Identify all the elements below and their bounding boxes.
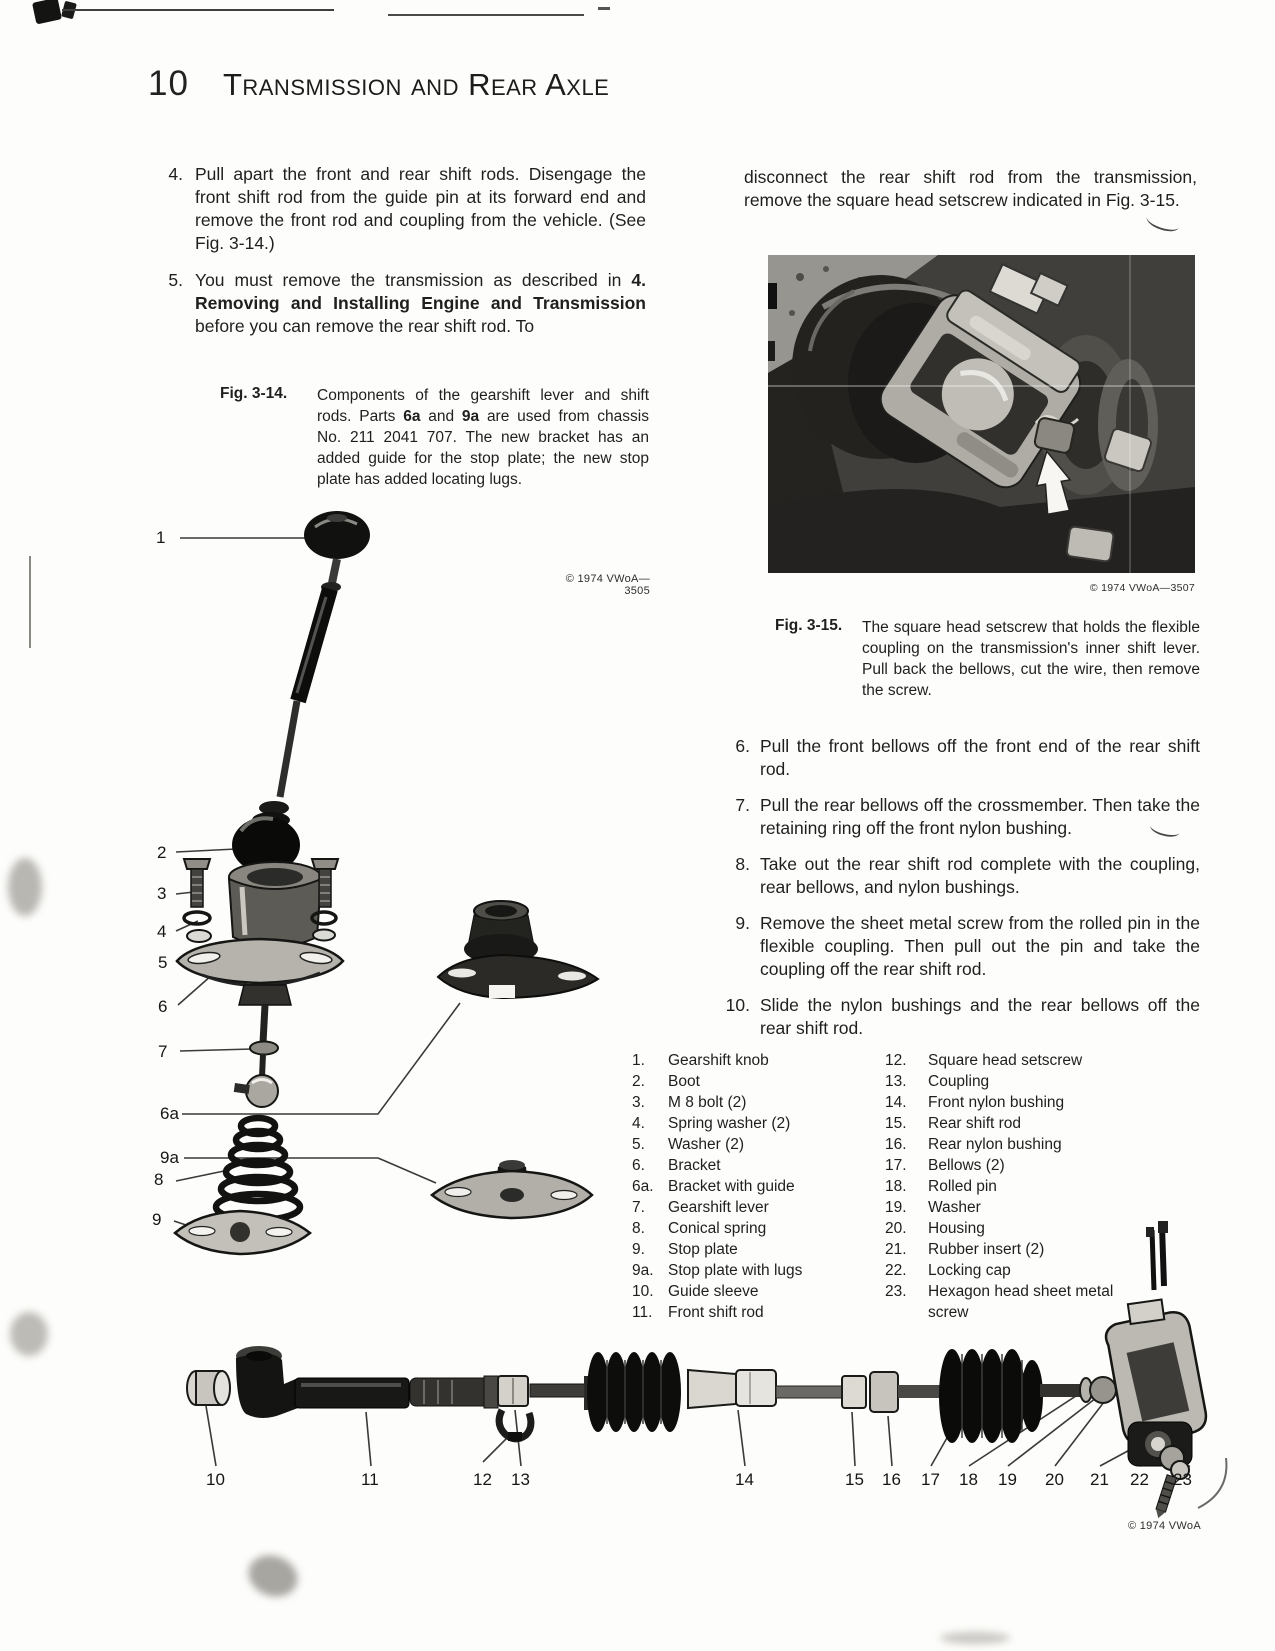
photo-setscrew (1034, 417, 1075, 454)
fig-3-15-label: Fig. 3-15. (775, 617, 843, 634)
right-column-intro: disconnect the rear shift rod from the transmission, remove the square head setscrew indicated in Fig. 3-15. (744, 167, 1197, 210)
bottom-part-label: 13 (511, 1470, 530, 1489)
step-text: Take out the rear shift rod complete with the coupling, rear bellows, and nylon bushings. (760, 854, 1200, 897)
step-text: Pull the front bellows off the front end of the rear shift rod. (760, 736, 1200, 779)
rod-segment (1040, 1384, 1082, 1397)
fig-3-14-drawing (140, 505, 650, 1265)
parts-list-item: 11. Front shift rod (632, 1304, 764, 1321)
fig-3-14-part-label: 6a (160, 1104, 179, 1123)
fig-3-14-part-label: 4 (157, 922, 167, 941)
parts-list-item: 4. Spring washer (2) (632, 1115, 791, 1132)
procedure-step-7 (714, 794, 1204, 840)
bottom-part-label: 16 (882, 1470, 901, 1489)
fig-3-14-part-label: 3 (157, 884, 167, 903)
step-number: 9. (735, 913, 750, 933)
front-bellows-art (584, 1352, 681, 1432)
step-number: 8. (735, 854, 750, 874)
page-curl-mark (1198, 1458, 1226, 1508)
parts-list-item: 5. Washer (2) (632, 1136, 745, 1153)
fig-3-14-part-label: 2 (157, 843, 167, 862)
parts-list-item: 3. M 8 bolt (2) (632, 1094, 747, 1111)
rod-segment (898, 1385, 942, 1398)
gearshift-knob-art (304, 511, 370, 559)
step-number: 7. (735, 795, 750, 815)
bottom-part-label: 17 (921, 1470, 940, 1489)
step-number: 6. (735, 736, 750, 756)
gearshift-lever-art (280, 559, 341, 797)
procedure-step-8 (714, 853, 1204, 899)
bottom-part-label: 11 (361, 1470, 379, 1489)
fig-3-14-caption: Components of the gearshift lever and shift rods. Parts 6a and 9a are used from chassis No. 211 2041 707. The new bracket has an added guide for the stop plate; the new stop plate has added locating lugs. (317, 387, 649, 488)
bottom-part-label: 20 (1045, 1470, 1064, 1489)
parts-list-item: 12. Square head setscrew (885, 1052, 1083, 1069)
rear-bushings-art (842, 1372, 898, 1412)
conical-spring-art (216, 1118, 300, 1220)
scan-smudge (940, 1632, 1010, 1644)
bottom-part-label: 15 (845, 1470, 864, 1489)
bolt-washer-art-left (184, 859, 211, 942)
coupling-art (498, 1376, 528, 1406)
fig-3-14-part-label: 7 (158, 1042, 168, 1061)
scan-artifact (62, 9, 334, 11)
step-number: 10. (725, 995, 750, 1015)
procedure-step-10 (714, 994, 1204, 1040)
sheet-metal-screw-top-art (1146, 1221, 1168, 1290)
rod-segment (776, 1386, 842, 1398)
step-text: Slide the nylon bushings and the rear bellows off the rear shift rod. (760, 995, 1200, 1038)
parts-list-item: 17. Bellows (2) (885, 1157, 1005, 1174)
rolled-pin-ball-art (1090, 1377, 1116, 1403)
parts-list-item: 9. Stop plate (632, 1241, 738, 1258)
right-column-steps (714, 735, 1204, 1053)
bottom-part-label: 19 (998, 1470, 1017, 1489)
step-text: Remove the sheet metal screw from the rolled pin in the flexible coupling. Then pull out the pin and take the coupling off the rear shift rod. (760, 913, 1200, 979)
coupling-photo-art (768, 255, 1195, 573)
fig-3-15-credit: © 1974 VWoA—3507 (1089, 582, 1195, 594)
chapter-title: Transmission and Rear Axle (222, 67, 610, 102)
procedure-step-6 (714, 735, 1204, 781)
step-number: 5. (168, 270, 183, 290)
scan-smudge (10, 1312, 48, 1356)
stop-plate-with-lugs-art (432, 1160, 592, 1218)
shift-rod-exploded-drawing (140, 1220, 1230, 1520)
bottom-part-label: 21 (1090, 1470, 1109, 1489)
parts-list-item: 22. Locking cap (885, 1262, 1011, 1279)
front-shift-rod-art (236, 1346, 498, 1418)
scan-artifact (388, 14, 584, 16)
shift-rod-art (140, 1220, 1230, 1520)
procedure-step-9 (714, 912, 1204, 981)
bottom-part-label: 23 (1173, 1470, 1192, 1489)
photo-bolt-head (1066, 526, 1114, 562)
bottom-figure-credit: © 1974 VWoA (1128, 1520, 1201, 1532)
bottom-part-label: 22 (1130, 1470, 1149, 1489)
front-nylon-bushing-art (688, 1370, 776, 1408)
parts-list-item: 14. Front nylon bushing (885, 1094, 1065, 1111)
scan-smudge (8, 858, 42, 916)
fig-3-14-part-label: 9 (152, 1210, 162, 1229)
fig-3-14-part-label: 5 (158, 953, 168, 972)
fig-3-14-part-label: 8 (154, 1170, 164, 1189)
parts-list-item: 2. Boot (632, 1073, 700, 1090)
fig-3-15-caption: The square head setscrew that holds the flexible coupling on the transmission's inner shift lever. Pull back the bellows, cut the wire, then remove the screw. (862, 619, 1200, 699)
scan-artifact (32, 0, 62, 24)
parts-list-item: 6a. Bracket with guide (632, 1178, 795, 1195)
rear-bellows-art (939, 1349, 1043, 1443)
scan-artifact (598, 7, 610, 10)
parts-list-item: 1. Gearshift knob (632, 1052, 769, 1069)
bracket-with-guide-art (438, 901, 598, 998)
fig-3-14-part-label: 1 (156, 528, 166, 547)
bottom-part-label: 12 (473, 1470, 492, 1489)
fig-3-15-photo (768, 255, 1195, 573)
lever-lower-art (234, 985, 291, 1107)
parts-list-item: 10. Guide sleeve (632, 1283, 759, 1300)
step-text: You must remove the transmission as described in 4. Removing and Installing Engine and Transmission before you can remove the rear shift rod. To (195, 270, 646, 336)
parts-list-item: 6. Bracket (632, 1157, 721, 1174)
parts-list-item: 19. Washer (885, 1199, 981, 1216)
step-text: Pull the rear bellows off the crossmember. Then take the retaining ring off the front nylon bushing. (760, 795, 1200, 838)
parts-list-item: 9a. Stop plate with lugs (632, 1262, 803, 1279)
guide-sleeve-art (187, 1371, 230, 1405)
scan-artifact (29, 556, 31, 648)
step-text: Pull apart the front and rear shift rods. Disengage the front shift rod from the guide pin at its forward end and remove the front rod and coupling from the vehicle. (See Fig. 3-14.) (195, 164, 646, 253)
fig-3-14-credit: © 1974 VWoA—3505 (565, 573, 650, 597)
parts-list-item: 18. Rolled pin (885, 1178, 997, 1195)
procedure-step-4 (150, 163, 650, 255)
page-curl-mark (1144, 209, 1181, 235)
parts-list-item: 20. Housing (885, 1220, 985, 1237)
parts-list-item: 21. Rubber insert (2) (885, 1241, 1045, 1258)
parts-list-item: 23. Hexagon head sheet metal screw (885, 1283, 1114, 1321)
bottom-part-label: 10 (206, 1470, 225, 1489)
procedure-step-5 (150, 269, 650, 338)
parts-list-item: 16. Rear nylon bushing (885, 1136, 1062, 1153)
fig-3-14-part-label: 6 (158, 997, 168, 1016)
fig-3-14-part-label: 9a (160, 1148, 179, 1167)
parts-list-item: 15. Rear shift rod (885, 1115, 1022, 1132)
gearshift-exploded-art (140, 505, 650, 1265)
fig-3-14-label: Fig. 3-14. (220, 385, 288, 402)
scan-smudge (243, 1549, 304, 1604)
chapter-number: 10 (148, 64, 189, 103)
parts-list-item: 7. Gearshift lever (632, 1199, 769, 1216)
bottom-part-label: 14 (735, 1470, 754, 1489)
chapter-header (148, 64, 609, 104)
parts-list-item: 8. Conical spring (632, 1220, 767, 1237)
left-column-steps (150, 163, 650, 352)
bottom-part-label: 18 (959, 1470, 978, 1489)
parts-list-item: 13. Coupling (885, 1073, 990, 1090)
step-number: 4. (168, 164, 183, 184)
